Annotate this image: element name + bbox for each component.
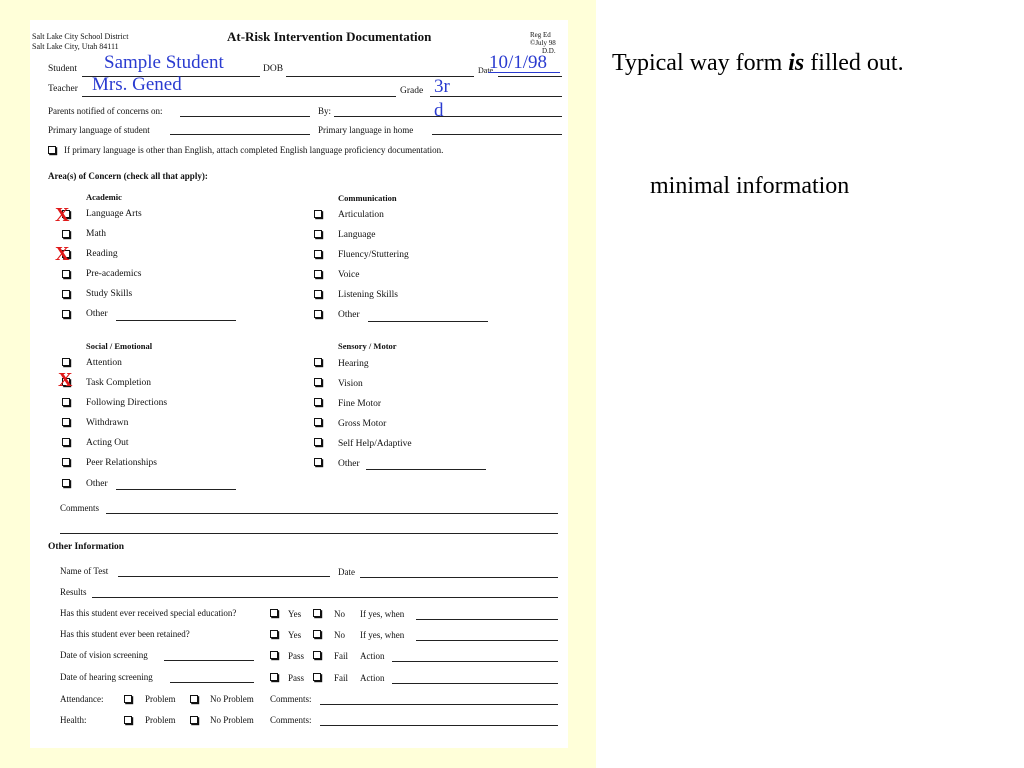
- vision-pass-checkbox[interactable]: [270, 651, 278, 659]
- parents-notified-label: Parents notified of concerns on:: [48, 106, 163, 116]
- option-language-arts: Language Arts: [86, 209, 142, 219]
- health-no-problem-checkbox[interactable]: [190, 716, 198, 724]
- slide-caption: [612, 50, 904, 77]
- option-attention: Attention: [86, 358, 122, 368]
- teacher-field-line[interactable]: [82, 96, 396, 97]
- health-comments-line[interactable]: [320, 725, 558, 726]
- checkbox-peer-relationships[interactable]: [62, 458, 70, 466]
- hearing-action-label: Action: [360, 673, 385, 683]
- option-fine-motor: Fine Motor: [338, 399, 382, 409]
- option-hearing: Hearing: [338, 359, 369, 369]
- other-information-heading: Other Information: [48, 542, 125, 552]
- checkbox-articulation[interactable]: [314, 210, 322, 218]
- attendance-comments-label: Comments:: [270, 694, 312, 704]
- attendance-label: Attendance:: [60, 694, 104, 704]
- academic-other-line[interactable]: [116, 320, 236, 321]
- caption-emphasis: is: [788, 50, 805, 76]
- vision-fail-label: Fail: [334, 651, 349, 661]
- retained-yes-checkbox[interactable]: [270, 630, 278, 638]
- date-field-line[interactable]: [498, 76, 562, 77]
- special-ed-yes-checkbox[interactable]: [270, 609, 278, 617]
- health-label: Health:: [60, 715, 87, 725]
- special-ed-no-checkbox[interactable]: [313, 609, 321, 617]
- vision-screening-date-line[interactable]: [164, 660, 254, 661]
- checkbox-pre-academics[interactable]: [62, 270, 70, 278]
- handwritten-grade-line1: 3r: [434, 76, 450, 97]
- student-language-label: Primary language of student: [48, 125, 150, 135]
- areas-of-concern-heading: Area(s) of Concern (check all that apply):: [48, 171, 208, 181]
- special-ed-no-label: No: [334, 609, 345, 619]
- comments-line-1[interactable]: [106, 513, 558, 514]
- special-ed-when-line[interactable]: [416, 619, 558, 620]
- hearing-fail-checkbox[interactable]: [313, 673, 321, 681]
- health-no-problem-label: No Problem: [210, 715, 254, 725]
- checkbox-sensory-other[interactable]: [314, 458, 322, 466]
- form-revision: Reg Ed: [530, 31, 551, 39]
- option-peer-relationships: Peer Relationships: [86, 458, 157, 468]
- form-title: At-Risk Intervention Documentation: [227, 29, 432, 44]
- handwritten-date: 10/1/98: [489, 52, 548, 73]
- form-revision-date: ©July 98: [530, 39, 556, 47]
- hearing-action-line[interactable]: [392, 683, 558, 684]
- checkbox-vision[interactable]: [314, 378, 322, 386]
- checkbox-communication-other[interactable]: [314, 310, 322, 318]
- test-date-label: Date: [338, 567, 355, 577]
- checkbox-following-directions[interactable]: [62, 398, 70, 406]
- hearing-fail-label: Fail: [334, 673, 349, 683]
- parents-notified-line[interactable]: [180, 116, 310, 117]
- option-fluency: Fluency/Stuttering: [338, 250, 409, 260]
- retained-question: Has this student ever been retained?: [60, 629, 190, 639]
- option-pre-academics: Pre-academics: [86, 269, 142, 279]
- vision-screening-label: Date of vision screening: [60, 650, 148, 660]
- checkbox-withdrawn[interactable]: [62, 418, 70, 426]
- checkbox-voice[interactable]: [314, 270, 322, 278]
- checkbox-math[interactable]: [62, 230, 70, 238]
- hearing-screening-label: Date of hearing screening: [60, 672, 153, 682]
- handwritten-teacher: Mrs. Gened: [92, 74, 182, 95]
- attendance-no-problem-checkbox[interactable]: [190, 695, 198, 703]
- option-articulation: Articulation: [338, 210, 384, 220]
- notified-by-line[interactable]: [334, 116, 562, 117]
- option-following-directions: Following Directions: [86, 398, 168, 408]
- grade-label: Grade: [400, 86, 424, 96]
- option-reading: Reading: [86, 249, 118, 259]
- special-ed-if-yes-label: If yes, when: [360, 609, 405, 619]
- english-proficiency-checkbox[interactable]: [48, 146, 56, 154]
- option-study-skills: Study Skills: [86, 289, 133, 299]
- option-language: Language: [338, 230, 376, 240]
- checkbox-fluency[interactable]: [314, 250, 322, 258]
- caption-prefix: Typical way form: [612, 50, 789, 76]
- handwritten-grade-line2: d: [434, 100, 444, 121]
- district-name: Salt Lake City School District: [32, 32, 129, 41]
- checkbox-academic-other[interactable]: [62, 310, 70, 318]
- health-comments-label: Comments:: [270, 715, 312, 725]
- option-gross-motor: Gross Motor: [338, 419, 387, 429]
- social-other-line[interactable]: [116, 489, 236, 490]
- checkbox-gross-motor[interactable]: [314, 418, 322, 426]
- retained-no-label: No: [334, 630, 345, 640]
- sensory-other-line[interactable]: [366, 469, 486, 470]
- health-problem-checkbox[interactable]: [124, 716, 132, 724]
- checkbox-listening-skills[interactable]: [314, 290, 322, 298]
- caption-suffix: filled out.: [804, 50, 904, 76]
- checkbox-study-skills[interactable]: [62, 290, 70, 298]
- student-label: Student: [48, 64, 78, 74]
- results-line[interactable]: [92, 597, 558, 598]
- attendance-problem-label: Problem: [145, 694, 176, 704]
- communication-other-line[interactable]: [368, 321, 488, 322]
- hearing-screening-date-line[interactable]: [170, 682, 254, 683]
- comments-label: Comments: [60, 503, 100, 513]
- vision-action-label: Action: [360, 651, 385, 661]
- retained-when-line[interactable]: [416, 640, 558, 641]
- student-language-line[interactable]: [170, 134, 310, 135]
- minimal-information-note: minimal information: [650, 173, 850, 199]
- option-self-help: Self Help/Adaptive: [338, 439, 412, 449]
- dob-label: DOB: [263, 64, 284, 74]
- option-communication-other: Other: [338, 310, 360, 320]
- vision-fail-checkbox[interactable]: [313, 651, 321, 659]
- attendance-no-problem-label: No Problem: [210, 694, 254, 704]
- name-of-test-line[interactable]: [118, 576, 330, 577]
- option-acting-out: Acting Out: [86, 438, 129, 448]
- special-ed-yes-label: Yes: [288, 609, 302, 619]
- test-date-line[interactable]: [360, 577, 558, 578]
- checkbox-self-help[interactable]: [314, 438, 322, 446]
- option-task-completion: Task Completion: [86, 378, 152, 388]
- check-x-language-arts: X: [55, 204, 70, 226]
- option-withdrawn: Withdrawn: [86, 418, 129, 428]
- check-x-reading: X: [55, 243, 70, 265]
- retained-if-yes-label: If yes, when: [360, 630, 405, 640]
- retained-no-checkbox[interactable]: [313, 630, 321, 638]
- option-listening-skills: Listening Skills: [338, 290, 398, 300]
- comments-line-2[interactable]: [60, 533, 558, 534]
- at-risk-form: [30, 20, 568, 748]
- name-of-test-label: Name of Test: [60, 566, 109, 576]
- communication-heading: Communication: [338, 193, 397, 203]
- social-emotional-heading: Social / Emotional: [86, 341, 153, 351]
- check-x-task-completion: X: [58, 369, 73, 391]
- vision-pass-label: Pass: [288, 651, 305, 661]
- option-vision: Vision: [338, 379, 363, 389]
- date-label: Date: [478, 66, 494, 75]
- checkbox-fine-motor[interactable]: [314, 398, 322, 406]
- teacher-label: Teacher: [48, 84, 78, 94]
- sensory-motor-heading: Sensory / Motor: [338, 341, 397, 351]
- checkbox-attention[interactable]: [62, 358, 70, 366]
- health-problem-label: Problem: [145, 715, 176, 725]
- checkbox-hearing[interactable]: [314, 358, 322, 366]
- home-language-label: Primary language in home: [318, 125, 414, 135]
- option-math: Math: [86, 229, 107, 239]
- hearing-pass-checkbox[interactable]: [270, 673, 278, 681]
- attendance-comments-line[interactable]: [320, 704, 558, 705]
- notified-by-label: By:: [318, 106, 332, 116]
- vision-action-line[interactable]: [392, 661, 558, 662]
- retained-yes-label: Yes: [288, 630, 302, 640]
- handwritten-student-name: Sample Student: [104, 52, 224, 73]
- checkbox-acting-out[interactable]: [62, 438, 70, 446]
- special-ed-question: Has this student ever received special education?: [60, 608, 237, 618]
- option-voice: Voice: [338, 270, 360, 280]
- option-social-other: Other: [86, 479, 108, 489]
- option-academic-other: Other: [86, 309, 108, 319]
- results-label: Results: [60, 587, 87, 597]
- option-sensory-other: Other: [338, 459, 360, 469]
- checkbox-social-other[interactable]: [62, 479, 70, 487]
- home-language-line[interactable]: [432, 134, 562, 135]
- district-city: Salt Lake City, Utah 84111: [32, 42, 119, 51]
- academic-heading: Academic: [86, 192, 122, 202]
- attendance-problem-checkbox[interactable]: [124, 695, 132, 703]
- form-revision-code: D.D.: [542, 47, 556, 55]
- checkbox-language[interactable]: [314, 230, 322, 238]
- language-proficiency-note: If primary language is other than English, attach completed English language proficiency documentation.: [64, 145, 444, 155]
- hearing-pass-label: Pass: [288, 673, 305, 683]
